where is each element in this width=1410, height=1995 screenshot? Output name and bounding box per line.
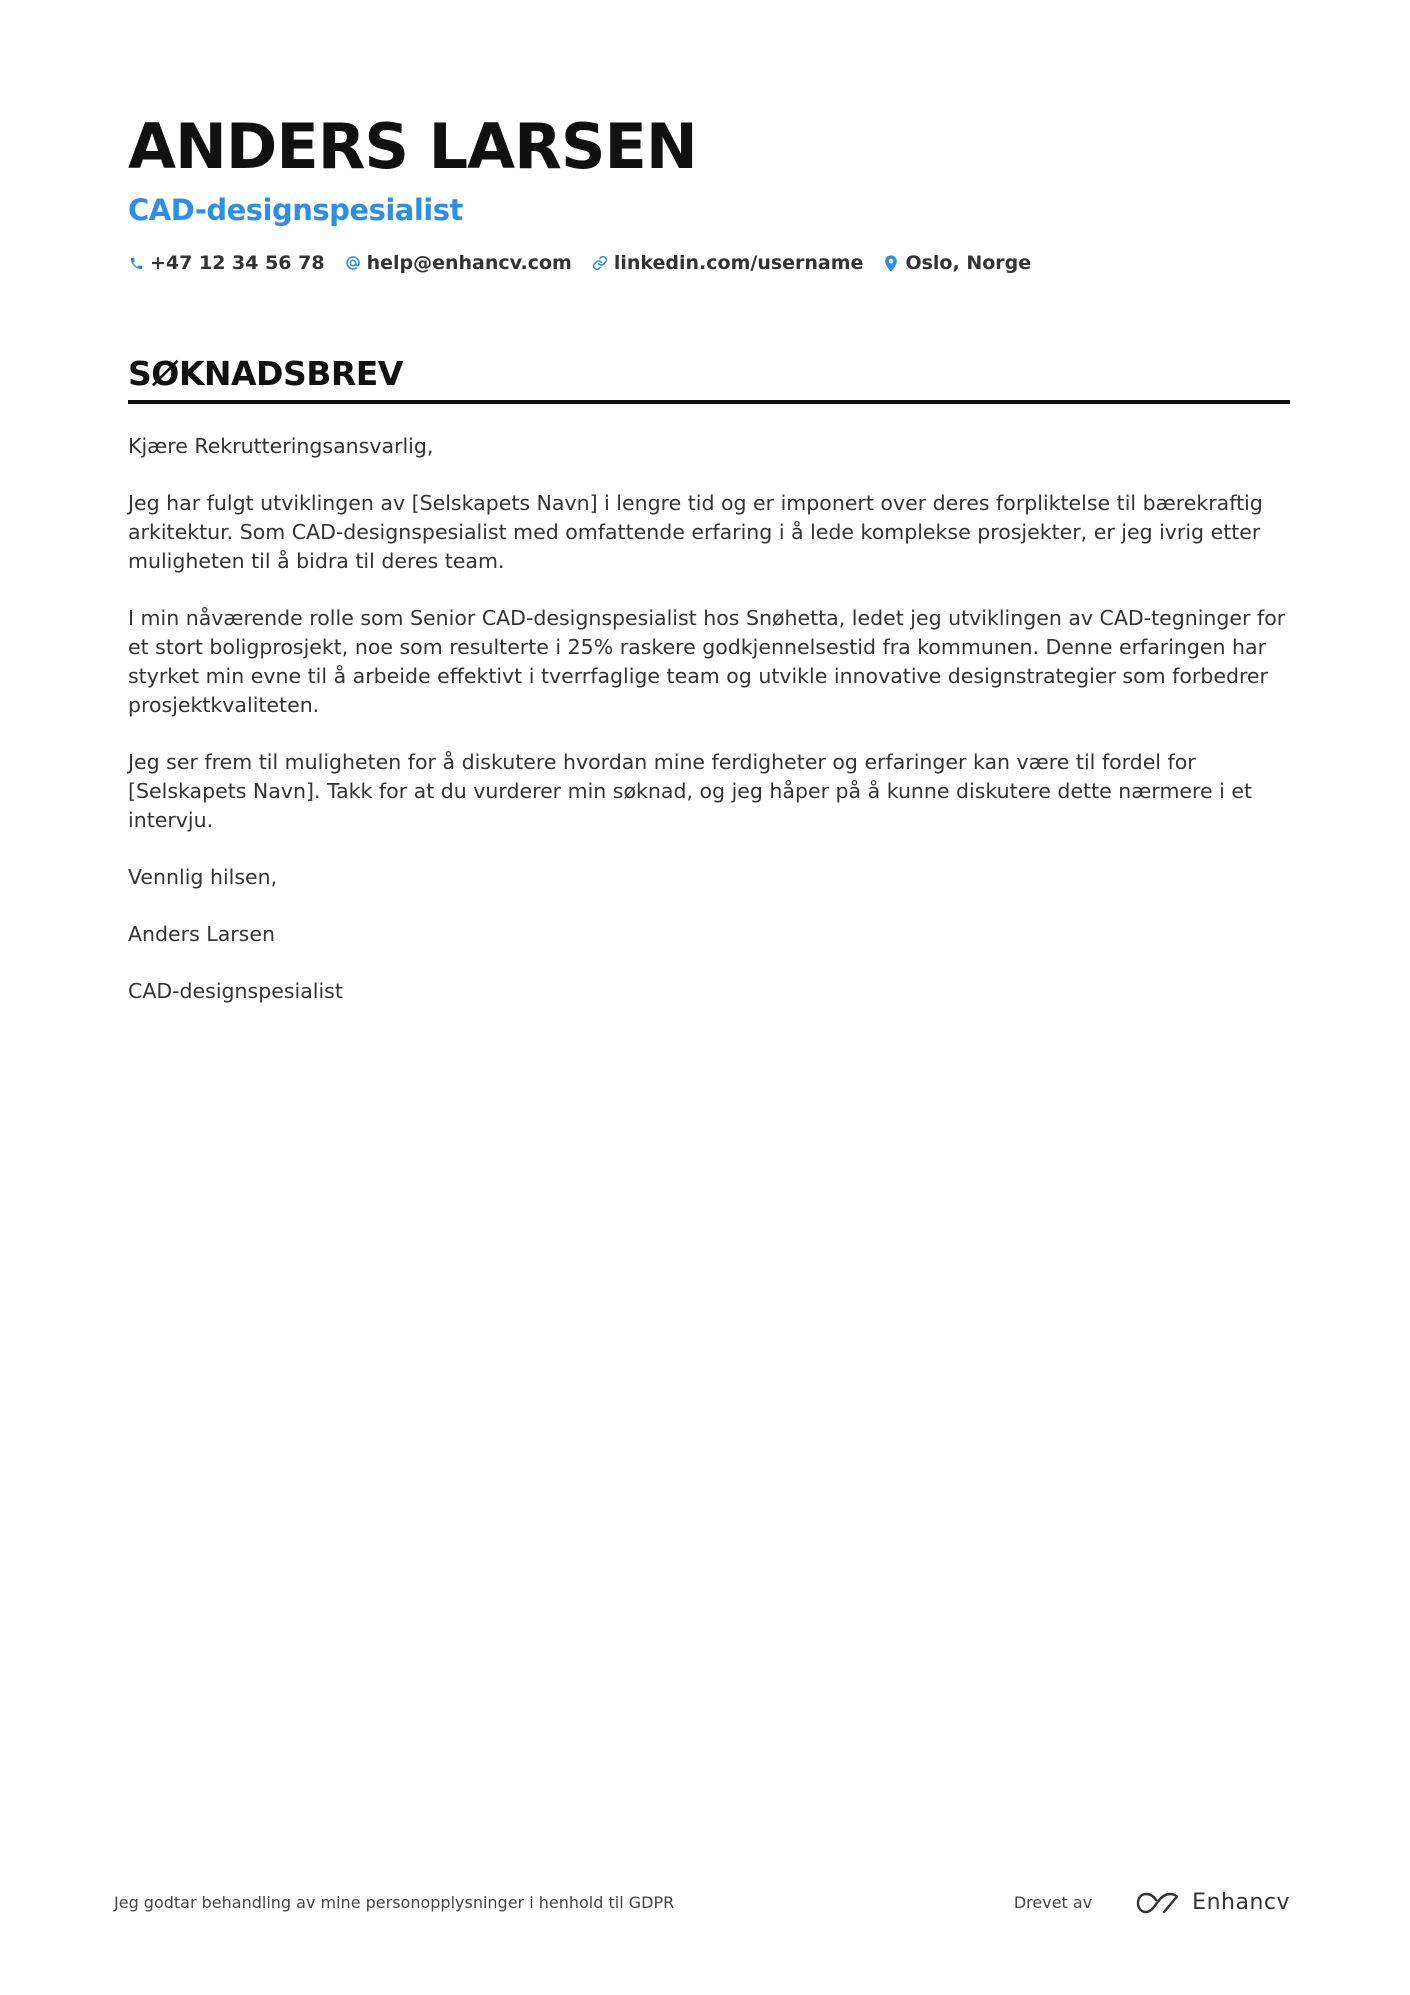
contact-location [883,252,1031,274]
brand-logo[interactable] [1136,1890,1290,1915]
contact-phone-text: +47 12 34 56 78 [150,252,325,274]
letter-paragraph: Jeg har fulgt utviklingen av [Selskapets Navn] i lengre tid og er imponert over deres forpliktelse til bærekraftig arkitektur. Som CAD-designspesialist med omfattende erfaring i å lede komplekse prosjekter, er jeg ivrig etter muligheten til å bidra til deres team. [128,491,1263,573]
contact-email-text: help@enhancv.com [366,252,572,274]
letter-body [128,432,1290,1006]
contact-bar [128,252,1290,274]
brand-name: Enhancv [1192,1890,1290,1915]
gdpr-consent: Jeg godtar behandling av mine personopplysninger i henhold til GDPR [114,1893,675,1912]
contact-phone[interactable] [128,252,325,274]
phone-icon [128,254,144,272]
letter-paragraph: Jeg ser frem til muligheten for å diskutere hvordan mine ferdigheter og erfaringer kan være til fordel for [Selskapets Navn]. Takk for at du vurderer min søknad, og jeg håper på å kunne diskutere dette nærmere i et intervju. [128,750,1252,832]
link-icon [592,254,608,272]
candidate-name: ANDERS LARSEN [128,110,697,183]
resume-page [128,108,1290,1034]
letter-greeting: Kjære Rekrutteringsansvarlig, [128,434,434,458]
location-pin-icon [883,254,899,272]
contact-linkedin-text: linkedin.com/username [613,252,864,274]
powered-by-label: Drevet av [1013,1893,1093,1912]
letter-closing: Vennlig hilsen, [128,865,278,889]
contact-location-text: Oslo, Norge [905,252,1032,274]
at-icon [345,254,361,272]
section-title: SØKNADSBREV [128,354,403,393]
candidate-title: CAD-designspesialist [128,193,463,227]
section-divider [128,400,1290,404]
contact-email[interactable] [345,252,572,274]
contact-linkedin[interactable] [592,252,864,274]
enhancv-logo-icon [1136,1891,1182,1915]
letter-paragraph: I min nåværende rolle som Senior CAD-designspesialist hos Snøhetta, ledet jeg utviklingen av CAD-tegninger for et stort boligprosjekt, noe som resulterte i 25% raskere godkjennelsestid fra kommunen. Denne erfaringen har styrket min evne til å arbeide effektivt i tverrfaglige team og utvikle innovative designstrategier som forbedrer prosjektkvaliteten. [128,606,1286,717]
signature-name: Anders Larsen [128,922,275,946]
page-footer [114,1890,1290,1915]
signature-title: CAD-designspesialist [128,979,343,1003]
